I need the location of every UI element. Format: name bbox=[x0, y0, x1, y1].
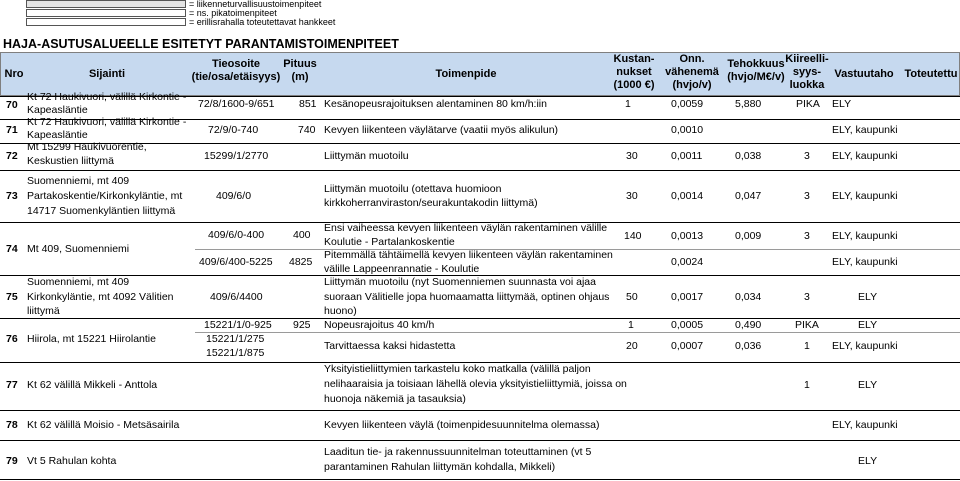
urgency-value: 3 bbox=[804, 291, 810, 303]
row-number: 75 bbox=[6, 291, 18, 303]
location-text: Keskustien liittymä bbox=[27, 155, 114, 167]
measure-text: Kevyen liikenteen väylä (toimenpidesuunnitelma olemassa) bbox=[324, 419, 600, 431]
legend-label-safety: = liikenneturvallisuustoimenpiteet bbox=[189, 0, 322, 9]
urgency-value: 1 bbox=[804, 379, 810, 391]
legend-swatch-separate-funding bbox=[26, 18, 186, 26]
accident-reduction-value: 0,0011 bbox=[671, 150, 703, 162]
header-kiireellisyys-3: luokka bbox=[789, 79, 825, 91]
road-address: 72/9/0-740 bbox=[208, 124, 259, 136]
responsible-party: ELY bbox=[858, 455, 878, 467]
row-number: 78 bbox=[6, 419, 18, 431]
accident-reduction-value: 0,0013 bbox=[671, 230, 704, 242]
location-text: Kapeasläntie bbox=[27, 129, 88, 141]
measure-text: Pitemmällä tähtäimellä kevyen liikenteen väylän rakentaminen bbox=[324, 249, 613, 261]
row-number: 74 bbox=[6, 243, 18, 255]
row-divider bbox=[0, 170, 960, 171]
urgency-value: 3 bbox=[804, 150, 810, 162]
efficiency-value: 0,038 bbox=[735, 150, 762, 162]
header-tehokkuus-1: Tehokkuus bbox=[727, 58, 785, 70]
page-title: HAJA-ASUTUSALUEELLE ESITETYT PARANTAMISTOIMENPITEET bbox=[3, 37, 399, 51]
header-vastuutaho: Vastuutaho bbox=[834, 68, 894, 80]
road-address: 409/6/400-5225 bbox=[199, 256, 273, 268]
measure-text: Tarvittaessa kaksi hidastetta bbox=[324, 340, 456, 352]
road-address: 409/6/0-400 bbox=[208, 229, 265, 241]
length-value: 851 bbox=[299, 98, 317, 110]
road-address: 15221/1/0-925 bbox=[204, 319, 272, 331]
header-kustannukset-2: nukset bbox=[616, 66, 652, 78]
cost-value: 1 bbox=[625, 98, 631, 110]
row-number: 79 bbox=[6, 455, 18, 467]
legend-swatch-quick bbox=[26, 9, 186, 17]
location-text: Kt 72 Haukivuori, välillä Kirkontie - bbox=[27, 91, 187, 103]
location-text: Suomenniemi, mt 409 bbox=[27, 276, 130, 288]
header-nro: Nro bbox=[4, 68, 24, 80]
location-text: Partakoskentie/Kirkonkyläntie, mt bbox=[27, 190, 183, 202]
efficiency-value: 0,009 bbox=[735, 230, 762, 242]
cost-value: 1 bbox=[628, 319, 634, 331]
responsible-party: ELY, kaupunki bbox=[832, 190, 898, 202]
road-address: 15221/1/875 bbox=[206, 347, 265, 359]
cost-value: 20 bbox=[626, 340, 638, 352]
measure-text: Laaditun tie- ja rakennussuunnitelman toteuttaminen (vt 5 bbox=[324, 446, 592, 458]
accident-reduction-value: 0,0010 bbox=[671, 124, 704, 136]
header-tieosoite-2: (tie/osa/etäisyys) bbox=[191, 71, 281, 83]
measure-text: Ensi vaiheessa kevyen liikenteen väylän rakentaminen välille bbox=[324, 222, 608, 234]
measure-text: Liittymän muotoilu bbox=[324, 150, 409, 162]
responsible-party: ELY, kaupunki bbox=[832, 419, 898, 431]
legend-label-quick: = ns. pikatoimenpiteet bbox=[189, 8, 277, 18]
header-onn-2: vähenemä bbox=[665, 66, 719, 78]
measure-text: Kesänopeusrajoituksen alentaminen 80 km/h:iin bbox=[324, 98, 547, 110]
header-toimenpide: Toimenpide bbox=[435, 68, 497, 80]
responsible-party: ELY bbox=[832, 98, 852, 110]
urgency-value: PIKA bbox=[796, 98, 820, 110]
measure-text: Liittymän muotoilu (nyt Suomenniemen suunnasta voi ajaa bbox=[324, 276, 596, 288]
location-text: Suomenniemi, mt 409 bbox=[27, 175, 130, 187]
length-value: 925 bbox=[293, 319, 311, 331]
accident-reduction-value: 0,0024 bbox=[671, 256, 704, 268]
measure-text: kirkkoherranviraston/seurakuntakodin liittymä) bbox=[324, 197, 538, 209]
row-divider bbox=[0, 440, 960, 441]
efficiency-value: 0,047 bbox=[735, 190, 762, 202]
measure-text: parantaminen Rahulan liittymän kohdalla, Mikkeli) bbox=[324, 461, 556, 473]
row-number: 71 bbox=[6, 124, 18, 136]
urgency-value: 3 bbox=[804, 230, 810, 242]
location-text: Kt 72 Haukivuori, välillä Kirkontie - bbox=[27, 116, 187, 128]
measure-text: Liittymän muotoilu (otettava huomioon bbox=[324, 183, 502, 195]
row-number: 76 bbox=[6, 333, 18, 345]
header-onn-3: (hvjo/v) bbox=[672, 79, 712, 91]
responsible-party: ELY bbox=[858, 291, 878, 303]
legend-swatch-safety bbox=[26, 0, 186, 8]
header-tieosoite-1: Tieosoite bbox=[211, 58, 261, 70]
length-value: 400 bbox=[293, 229, 311, 241]
accident-reduction-value: 0,0007 bbox=[671, 340, 704, 352]
responsible-party: ELY, kaupunki bbox=[832, 124, 898, 136]
header-kiireellisyys-2: syys- bbox=[792, 66, 822, 78]
cost-value: 30 bbox=[626, 190, 638, 202]
sub-row-divider bbox=[195, 332, 960, 333]
legend-label-separate-funding: = erillisrahalla toteutettavat hankkeet bbox=[189, 17, 336, 27]
cost-value: 50 bbox=[626, 291, 638, 303]
location-text: Kt 62 välillä Mikkeli - Anttola bbox=[27, 379, 158, 391]
accident-reduction-value: 0,0059 bbox=[671, 98, 704, 110]
measure-text: Kevyen liikenteen väylätarve (vaatii myös alikulun) bbox=[324, 124, 559, 136]
urgency-value: 1 bbox=[804, 340, 810, 352]
header-pituus-2: (m) bbox=[291, 71, 309, 83]
road-address: 15299/1/2770 bbox=[204, 150, 269, 162]
responsible-party: ELY, kaupunki bbox=[832, 230, 898, 242]
row-number: 70 bbox=[6, 99, 18, 111]
header-onn-1: Onn. bbox=[679, 53, 705, 65]
accident-reduction-value: 0,0014 bbox=[671, 190, 704, 202]
measure-text: suoraan Välitielle jopa huomaamatta liittymää, optinen ohjaus bbox=[324, 291, 610, 303]
measure-text: välille Lappeenrannatie - Koulutie bbox=[324, 263, 480, 275]
cost-value: 30 bbox=[626, 150, 638, 162]
location-text: Hiirola, mt 15221 Hiirolantie bbox=[27, 333, 156, 345]
road-address: 15221/1/275 bbox=[206, 333, 265, 345]
length-value: 740 bbox=[298, 124, 316, 136]
header-pituus-1: Pituus bbox=[283, 58, 317, 70]
road-address: 409/6/0 bbox=[216, 190, 252, 202]
header-kustannukset-1: Kustan- bbox=[613, 53, 655, 65]
location-text: 14717 Suomenkyläntien liittymä bbox=[27, 205, 176, 217]
cost-value: 140 bbox=[624, 230, 642, 242]
accident-reduction-value: 0,0017 bbox=[671, 291, 704, 303]
efficiency-value: 0,036 bbox=[735, 340, 762, 352]
efficiency-value: 0,490 bbox=[735, 319, 762, 331]
measure-text: Yksityistieliittymien tarkastelu koko matkalla (välillä paljon bbox=[324, 363, 591, 375]
location-text: Vt 5 Rahulan kohta bbox=[27, 455, 117, 467]
responsible-party: ELY bbox=[858, 379, 878, 391]
measure-text: Nopeusrajoitus 40 km/h bbox=[324, 319, 435, 331]
row-number: 73 bbox=[6, 190, 18, 202]
header-toteutettu: Toteutettu bbox=[904, 68, 958, 80]
responsible-party: ELY, kaupunki bbox=[832, 150, 898, 162]
urgency-value: PIKA bbox=[795, 319, 819, 331]
efficiency-value: 5,880 bbox=[735, 98, 762, 110]
header-tehokkuus-2: (hvjo/M€/v) bbox=[727, 71, 785, 83]
measure-text: nelihaaraisia ja toisiaan lähellä olevia yksityistieliittymiä, joissa on bbox=[324, 378, 627, 390]
efficiency-value: 0,034 bbox=[735, 291, 762, 303]
row-number: 72 bbox=[6, 150, 18, 162]
row-number: 77 bbox=[6, 379, 18, 391]
location-text: Kirkonkyläntie, mt 4092 Välitien bbox=[27, 291, 174, 303]
measure-text: huono) bbox=[324, 305, 357, 317]
row-divider bbox=[0, 410, 960, 411]
header-sijainti: Sijainti bbox=[88, 68, 126, 80]
responsible-party: ELY, kaupunki bbox=[832, 340, 898, 352]
responsible-party: ELY bbox=[858, 319, 878, 331]
measure-text: huonoja näkemiä ja tasauksia) bbox=[324, 393, 466, 405]
location-text: liittymä bbox=[27, 305, 60, 317]
road-address: 409/6/4400 bbox=[210, 291, 263, 303]
row-divider bbox=[0, 479, 960, 480]
header-kiireellisyys-1: Kiireelli- bbox=[785, 53, 829, 65]
header-kustannukset-3: (1000 €) bbox=[613, 79, 655, 91]
location-text: Kapeasläntie bbox=[27, 104, 88, 116]
location-text: Mt 409, Suomenniemi bbox=[27, 243, 130, 255]
responsible-party: ELY, kaupunki bbox=[832, 256, 898, 268]
accident-reduction-value: 0,0005 bbox=[671, 319, 704, 331]
length-value: 4825 bbox=[289, 256, 313, 268]
urgency-value: 3 bbox=[804, 190, 810, 202]
road-address: 72/8/1600-9/651 bbox=[198, 98, 275, 110]
measure-text: Koulutie - Partalankoskentie bbox=[324, 236, 455, 248]
location-text: Kt 62 välillä Moisio - Metsäsairila bbox=[27, 419, 180, 431]
location-text: Mt 15299 Haukivuorentie, bbox=[27, 141, 147, 153]
